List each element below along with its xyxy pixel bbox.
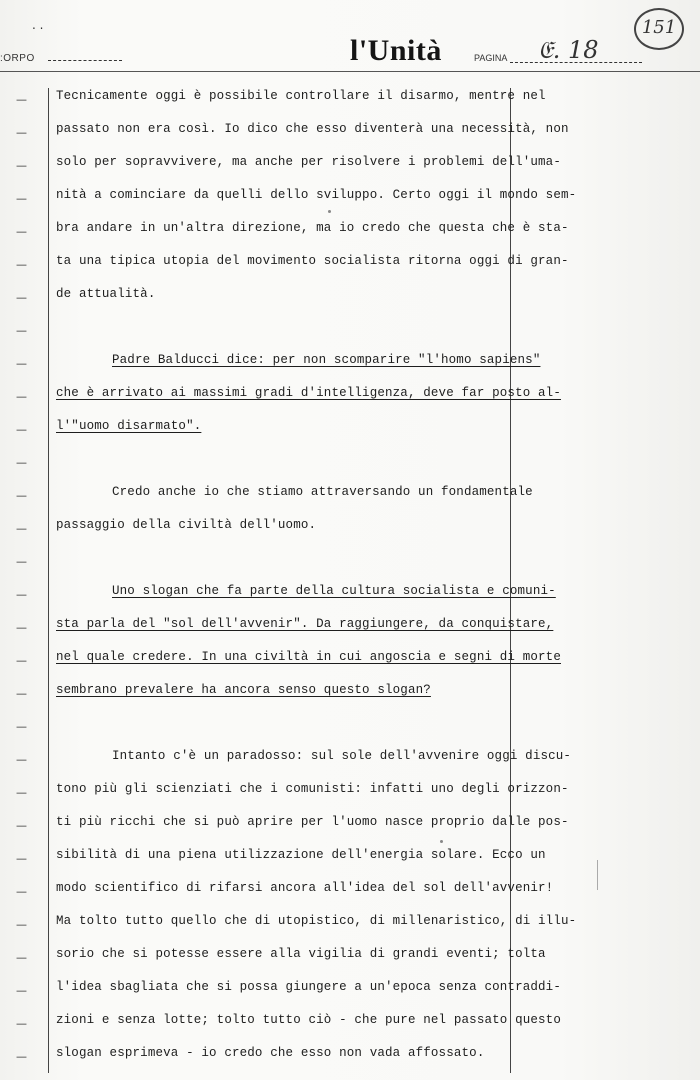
question-line: che è arrivato ai massimi gradi d'intelligenza, deve far posto al- — [56, 386, 561, 400]
line-marker: — — [16, 159, 27, 172]
line-marker: — — [16, 1017, 27, 1030]
paper-speck — [328, 210, 331, 213]
text-line: sorio che si potesse essere alla vigilia di grandi eventi; tolta — [56, 947, 546, 961]
handwritten-page-number: 𝔈. 18 — [538, 36, 599, 64]
text-line: zioni e senza lotte; tolto tutto ciò - che pure nel passato questo — [56, 1013, 561, 1027]
paper-mark — [597, 860, 598, 890]
line-marker: — — [16, 291, 27, 304]
corpo-label: :ORPO — [0, 53, 35, 64]
question-line: sembrano prevalere ha ancora senso questo slogan? — [56, 683, 431, 697]
question-line: Padre Balducci dice: per non scomparire "l'homo sapiens" — [112, 353, 541, 367]
text-line: bra andare in un'altra direzione, ma io credo che questa che è sta- — [56, 221, 569, 235]
line-marker: — — [16, 786, 27, 799]
text-line: Credo anche io che stiamo attraversando un fondamentale — [112, 485, 533, 499]
text-line: l'idea sbagliata che si possa giungere a un'epoca senza contraddi- — [56, 980, 561, 994]
line-marker: — — [16, 555, 27, 568]
masthead-title: l'Unità — [350, 34, 442, 67]
corner-marks: . . — [32, 18, 44, 32]
line-marker: — — [16, 522, 27, 535]
line-marker: — — [16, 258, 27, 271]
line-marker: — — [16, 192, 27, 205]
line-marker: — — [16, 621, 27, 634]
question-line: l'"uomo disarmato". — [56, 419, 202, 433]
text-line: Intanto c'è un paradosso: sul sole dell'avvenire oggi discu- — [112, 749, 572, 763]
question-line: sta parla del "sol dell'avvenir". Da raggiungere, da conquistare, — [56, 617, 554, 631]
line-marker: — — [16, 423, 27, 436]
text-line: de attualità. — [56, 287, 156, 301]
text-line: modo scientifico di rifarsi ancora all'idea del sol dell'avvenir! — [56, 881, 554, 895]
line-marker: — — [16, 126, 27, 139]
text-line: passaggio della civiltà dell'uomo. — [56, 518, 317, 532]
line-marker: — — [16, 1050, 27, 1063]
text-line: tono più gli scienziati che i comunisti: infatti uno degli orizzon- — [56, 782, 569, 796]
line-marker: — — [16, 885, 27, 898]
text-line: Tecnicamente oggi è possibile controllare il disarmo, mentre nel — [56, 89, 546, 103]
question-line: Uno slogan che fa parte della cultura socialista e comuni- — [112, 584, 556, 598]
line-marker: — — [16, 984, 27, 997]
line-marker: — — [16, 654, 27, 667]
text-line: passato non era così. Io dico che esso diventerà una necessità, non — [56, 122, 569, 136]
line-marker: — — [16, 489, 27, 502]
text-line: ti più ricchi che si può aprire per l'uomo nasce proprio dalle pos- — [56, 815, 569, 829]
line-marker: — — [16, 324, 27, 337]
line-marker: — — [16, 753, 27, 766]
line-marker: — — [16, 852, 27, 865]
line-marker: — — [16, 390, 27, 403]
text-line: nità a cominciare da quelli dello sviluppo. Certo oggi il mondo sem- — [56, 188, 577, 202]
line-marker: — — [16, 819, 27, 832]
line-marker: — — [16, 225, 27, 238]
text-line: sibilità di una piena utilizzazione dell'energia solare. Ecco un — [56, 848, 546, 862]
text-line: ta una tipica utopia del movimento socialista ritorna oggi di gran- — [56, 254, 569, 268]
text-line: solo per sopravvivere, ma anche per risolvere i problemi dell'uma- — [56, 155, 561, 169]
line-marker: — — [16, 720, 27, 733]
line-marker: — — [16, 588, 27, 601]
pagina-label: PAGINA — [474, 53, 508, 63]
circled-sheet-number: 151 — [634, 8, 684, 50]
line-marker: — — [16, 951, 27, 964]
line-marker: — — [16, 687, 27, 700]
text-line: Ma tolto tutto quello che di utopistico, di millenaristico, di illu- — [56, 914, 577, 928]
line-marker: — — [16, 357, 27, 370]
line-marker: — — [16, 918, 27, 931]
line-marker: — — [16, 456, 27, 469]
question-line: nel quale credere. In una civiltà in cui angoscia e segni di morte — [56, 650, 561, 664]
paper-speck — [440, 840, 443, 843]
text-line: slogan esprimeva - io credo che esso non vada affossato. — [56, 1046, 485, 1060]
line-marker: — — [16, 93, 27, 106]
